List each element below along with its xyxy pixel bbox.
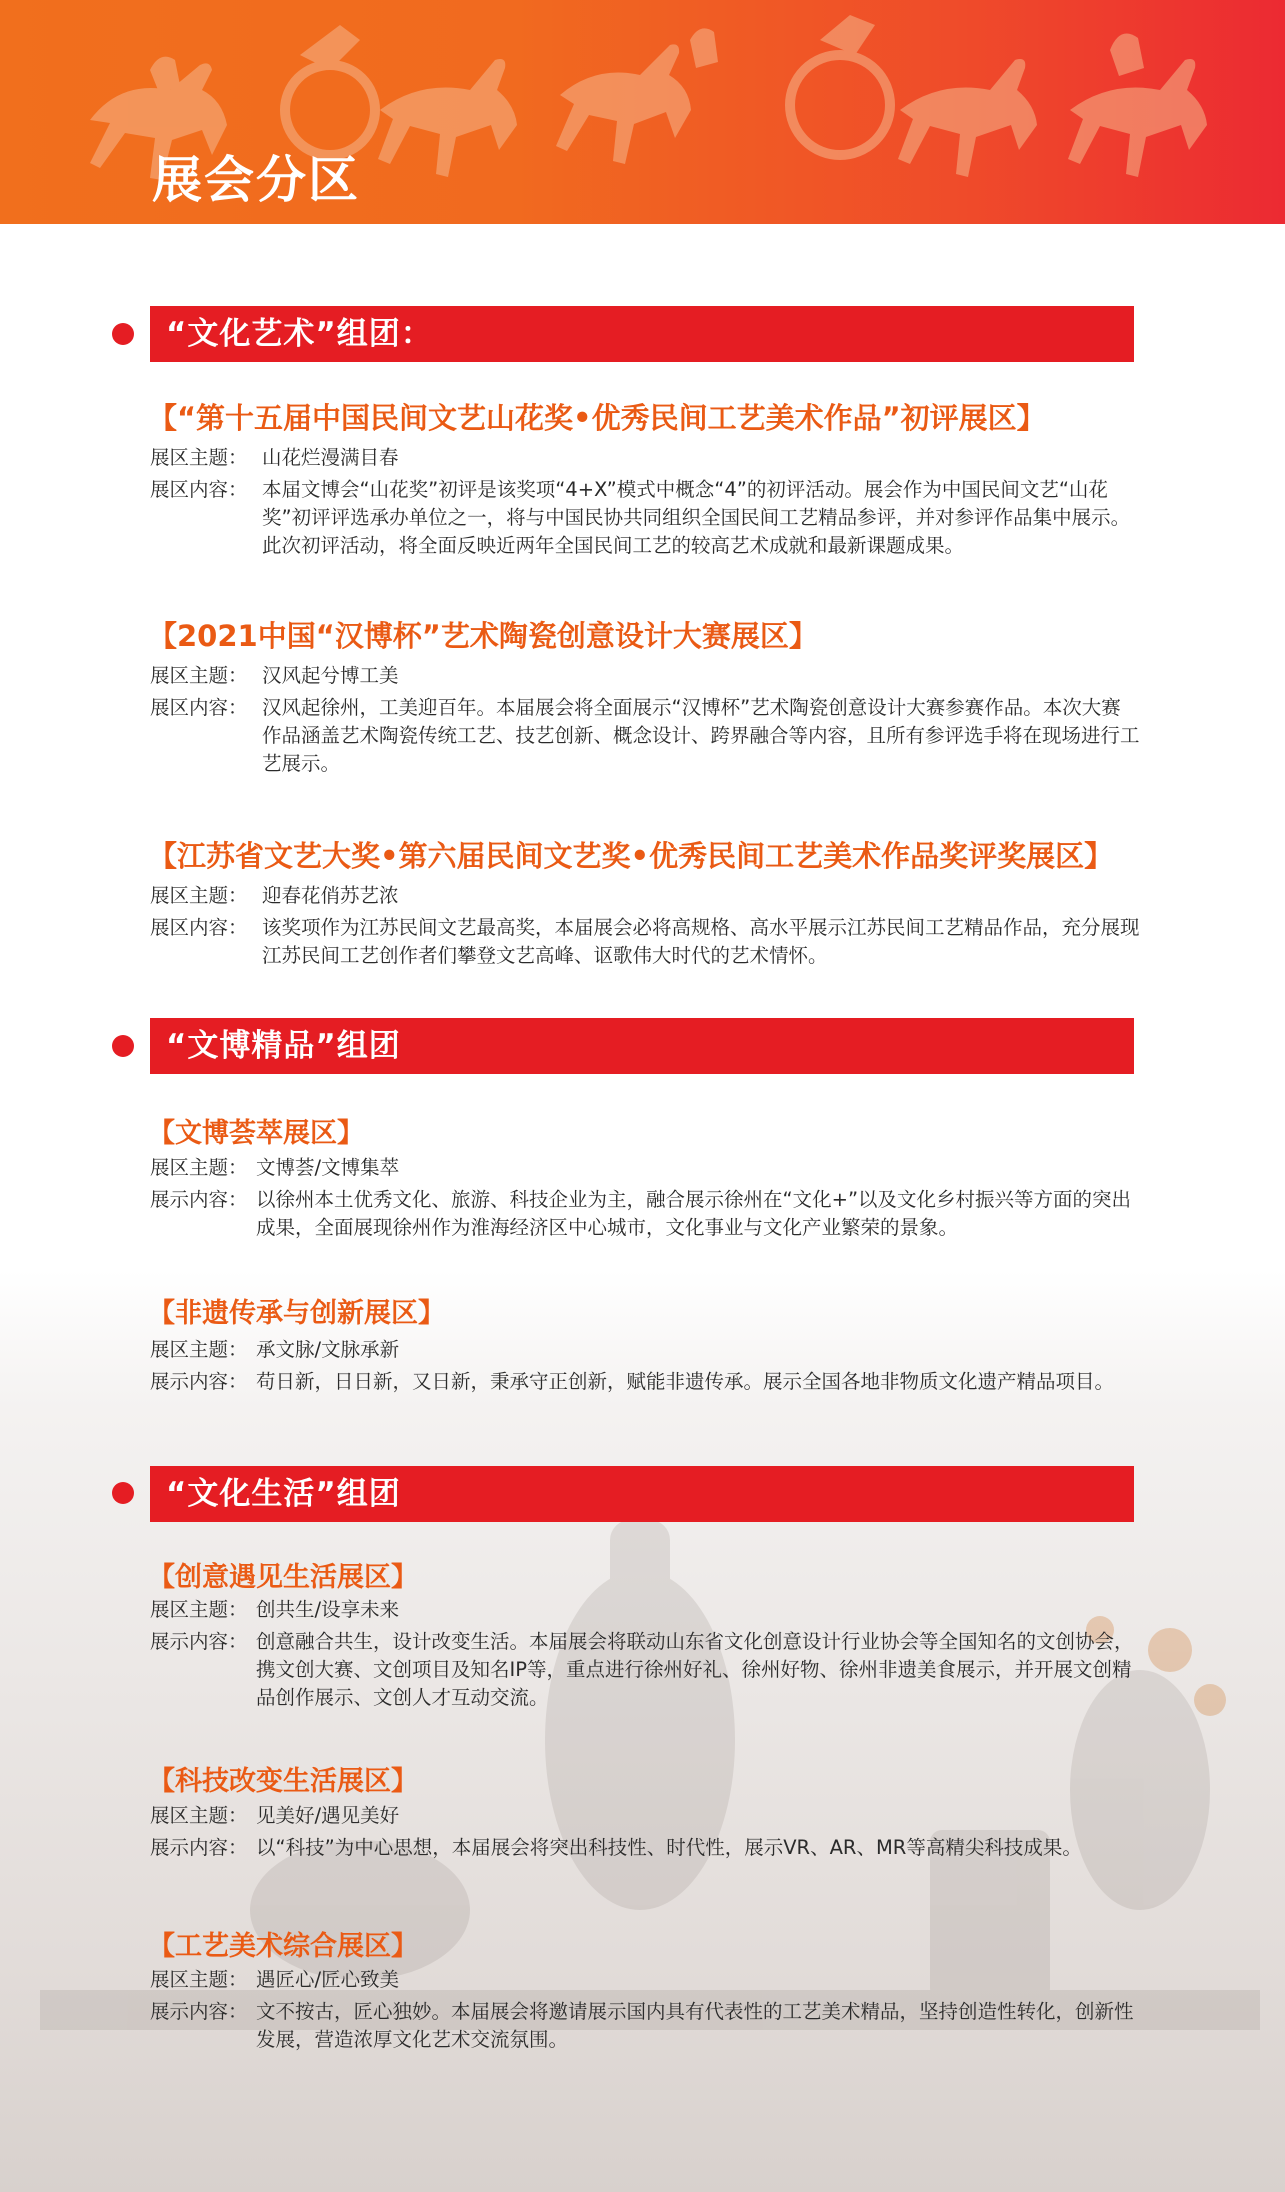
theme-label: 展区主题： — [150, 884, 248, 907]
zone-content-row — [150, 694, 1140, 778]
zone-content-row — [150, 1368, 1140, 1424]
theme-value: 创共生/设享未来 — [256, 1598, 400, 1621]
zone-theme-row — [150, 662, 1140, 690]
group-bullet-icon — [112, 323, 134, 345]
content-label: 展示内容： — [150, 1370, 248, 1393]
theme-value: 山花烂漫满目春 — [262, 446, 399, 469]
zone-content-row — [150, 1834, 1140, 1890]
zone-title-jiangsu-award: 【江苏省文艺大奖•第六届民间文艺奖•优秀民间工艺美术作品奖评奖展区】 — [148, 839, 1114, 873]
zone-title-hanbo-cup: 【2021中国“汉博杯”艺术陶瓷创意设计大赛展区】 — [148, 619, 818, 653]
content-value: 以徐州本土优秀文化、旅游、科技企业为主，融合展示徐州在“文化+”以及文化乡村振兴等方面的突出成果，全面展现徐州作为淮海经济区中心城市，文化事业与文化产业繁荣的景象。 — [256, 1188, 1132, 1239]
zone-theme-row — [150, 1596, 1140, 1624]
theme-label: 展区主题： — [150, 1338, 248, 1361]
page-header — [0, 0, 1285, 224]
group-bullet-icon — [112, 1482, 134, 1504]
zone-theme-row — [150, 444, 1140, 472]
zone-theme-row — [150, 1802, 1140, 1830]
content-value: 以“科技”为中心思想，本届展会将突出科技性、时代性，展示VR、AR、MR等高精尖科技成果。 — [256, 1836, 1082, 1859]
zone-theme-row — [150, 1154, 1140, 1182]
theme-value: 文博荟/文博集萃 — [256, 1156, 400, 1179]
theme-label: 展区主题： — [150, 1804, 248, 1827]
content-label: 展示内容： — [150, 2000, 248, 2023]
content-value: 本届文博会“山花奖”初评是该奖项“4+X”模式中概念“4”的初评活动。展会作为中国民间文艺“山花奖”初评评选承办单位之一，将与中国民协共同组织全国民间工艺精品参评，并对参评作品集中展示。此次初评活动，将全面反映近两年全国民间工艺的较高艺术成就和最新课题成果。 — [262, 478, 1131, 557]
content-value: 汉风起徐州，工美迎百年。本届展会将全面展示“汉博杯”艺术陶瓷创意设计大赛参赛作品。本次大赛作品涵盖艺术陶瓷传统工艺、技艺创新、概念设计、跨界融合等内容，且所有参评选手将在现场进行工艺展示。 — [262, 696, 1140, 775]
theme-value: 遇匠心/匠心致美 — [256, 1968, 400, 1991]
zone-theme-row — [150, 1966, 1140, 1994]
page-title: 展会分区 — [152, 151, 360, 209]
zone-content-row — [150, 1628, 1140, 1712]
theme-value: 见美好/遇见美好 — [256, 1804, 400, 1827]
content-value: 苟日新，日日新，又日新，秉承守正创新，赋能非遗传承。展示全国各地非物质文化遗产精品项目。 — [256, 1370, 1115, 1393]
zone-title-tech-life: 【科技改变生活展区】 — [148, 1766, 418, 1797]
theme-label: 展区主题： — [150, 664, 248, 687]
zone-title-wenbo-huicui: 【文博荟萃展区】 — [148, 1118, 364, 1149]
content-label: 展示内容： — [150, 1836, 248, 1859]
theme-label: 展区主题： — [150, 1968, 248, 1991]
zone-title-shanhua: 【“第十五届中国民间文艺山花奖•优秀民间工艺美术作品”初评展区】 — [148, 401, 1046, 435]
group-title-museum-fine: “文博精品”组团 — [150, 1018, 1134, 1074]
theme-value: 汉风起兮博工美 — [262, 664, 399, 687]
content-label: 展区内容： — [150, 916, 248, 939]
theme-label: 展区主题： — [150, 446, 248, 469]
theme-value: 承文脉/文脉承新 — [256, 1338, 400, 1361]
zone-content-row — [150, 1186, 1140, 1242]
zone-content-row — [150, 914, 1140, 970]
content-value: 该奖项作为江苏民间文艺最高奖，本届展会必将高规格、高水平展示江苏民间工艺精品作品，充分展现江苏民间工艺创作者们攀登文艺高峰、讴歌伟大时代的艺术情怀。 — [262, 916, 1140, 967]
group-title-cultural-life: “文化生活”组团 — [150, 1466, 1134, 1522]
zone-title-arts-crafts: 【工艺美术综合展区】 — [148, 1931, 418, 1962]
zone-content-row — [150, 476, 1140, 588]
zone-title-creative-life: 【创意遇见生活展区】 — [148, 1562, 418, 1593]
group-title-culture-art: “文化艺术”组团： — [150, 306, 1134, 362]
content-value: 创意融合共生，设计改变生活。本届展会将联动山东省文化创意设计行业协会等全国知名的文创协会，携文创大赛、文创项目及知名IP等，重点进行徐州好礼、徐州好物、徐州非遗美食展示，并开展文创精品创作展示、文创人才互动交流。 — [256, 1630, 1134, 1709]
content-label: 展示内容： — [150, 1630, 248, 1653]
zone-theme-row — [150, 882, 1140, 910]
zone-title-intangible-heritage: 【非遗传承与创新展区】 — [148, 1298, 445, 1329]
zone-content-row — [150, 1998, 1140, 2054]
theme-value: 迎春花俏苏艺浓 — [262, 884, 399, 907]
content-label: 展区内容： — [150, 478, 248, 501]
theme-label: 展区主题： — [150, 1598, 248, 1621]
theme-label: 展区主题： — [150, 1156, 248, 1179]
group-bullet-icon — [112, 1035, 134, 1057]
content-label: 展示内容： — [150, 1188, 248, 1211]
content-label: 展区内容： — [150, 696, 248, 719]
zone-theme-row — [150, 1336, 1140, 1364]
content-value: 文不按古，匠心独妙。本届展会将邀请展示国内具有代表性的工艺美术精品，坚持创造性转化，创新性发展，营造浓厚文化艺术交流氛围。 — [256, 2000, 1134, 2051]
